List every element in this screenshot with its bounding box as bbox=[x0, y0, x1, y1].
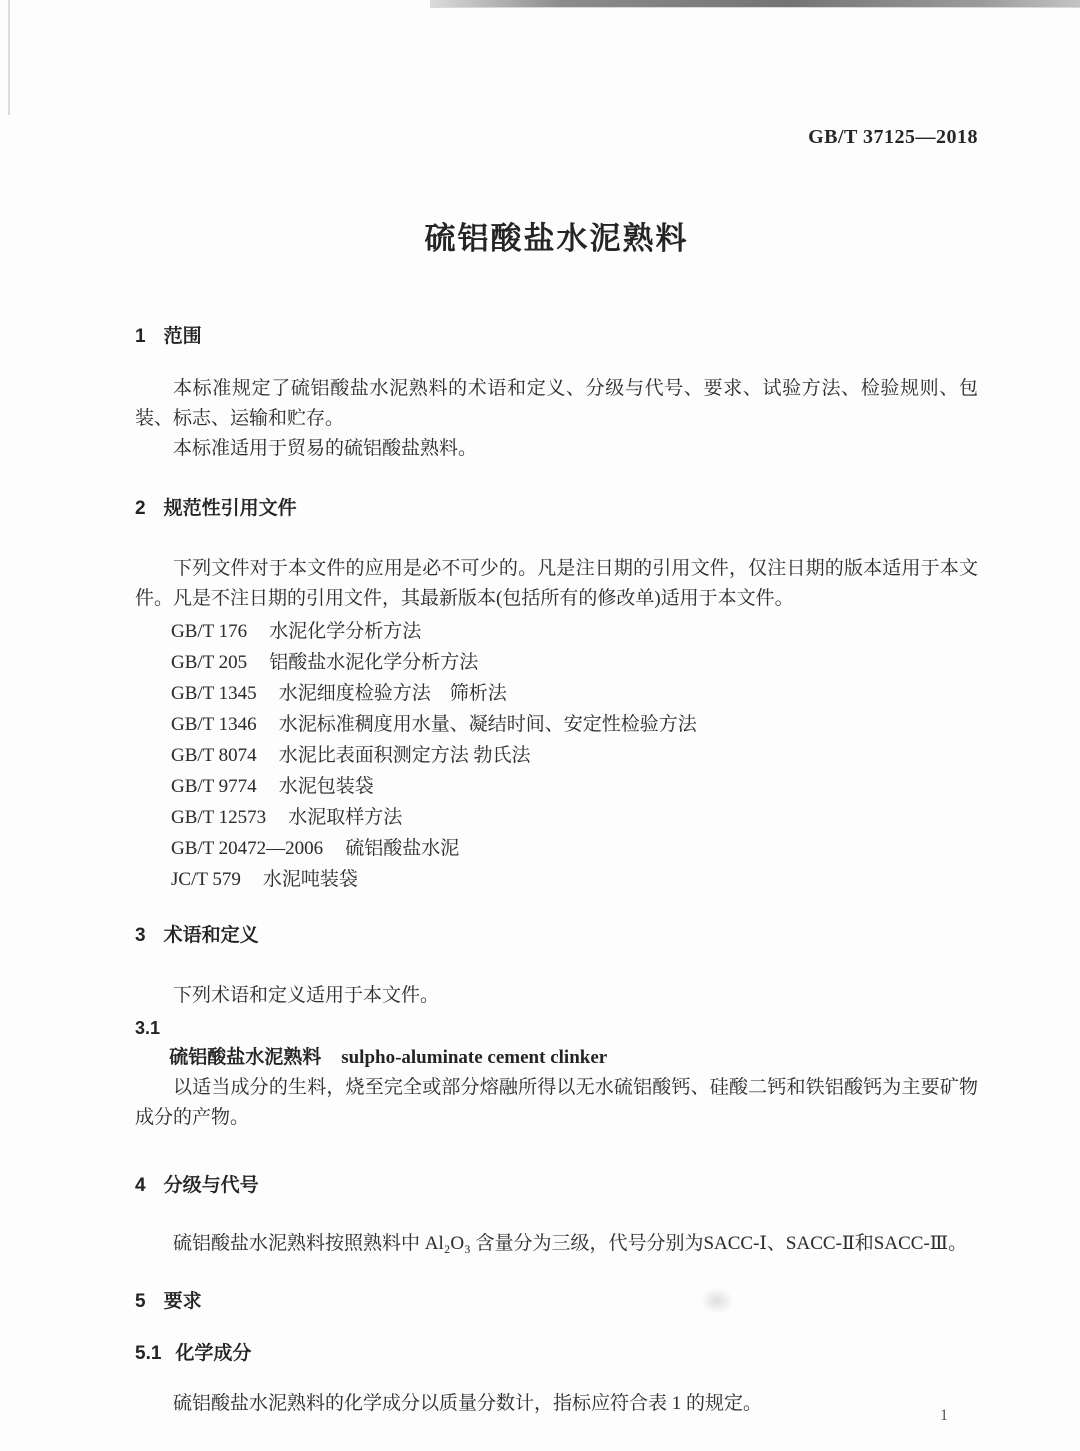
section-3-number: 3 bbox=[135, 925, 146, 946]
reference-item bbox=[135, 864, 978, 895]
section-2-intro: 下列文件对于本文件的应用是必不可少的。凡是注日期的引用文件，仅注日期的版本适用于本文件。凡是不注日期的引用文件，其最新版本(包括所有的修改单)适用于本文件。 bbox=[135, 558, 978, 609]
term-english: sulpho-aluminate cement clinker bbox=[341, 1047, 608, 1068]
section-5-heading bbox=[135, 1289, 978, 1315]
term-definition-heading bbox=[135, 1043, 978, 1073]
standard-number: GB/T 37125—2018 bbox=[808, 126, 978, 148]
section-1-title: 范围 bbox=[163, 326, 202, 347]
term-definition-text: 以适当成分的生料，烧至完全或部分熔融所得以无水硫铝酸钙、硅酸二钙和铁铝酸钙为主要矿物成分的产物。 bbox=[135, 1077, 978, 1128]
term-chinese: 硫铝酸盐水泥熟料 bbox=[169, 1047, 322, 1068]
reference-code: GB/T 8074 bbox=[171, 745, 257, 766]
section-4-heading bbox=[135, 1173, 978, 1199]
reference-title: 水泥取样方法 bbox=[288, 807, 403, 828]
term-number: 3.1 bbox=[135, 1018, 161, 1038]
reference-code: GB/T 205 bbox=[171, 652, 248, 673]
scan-artifact-left-edge bbox=[8, 0, 10, 115]
reference-item bbox=[135, 771, 978, 802]
reference-title: 水泥化学分析方法 bbox=[269, 621, 422, 642]
scan-artifact-top bbox=[430, 0, 1080, 8]
section-5-1-heading bbox=[135, 1341, 978, 1367]
page-number: 1 bbox=[940, 1407, 948, 1424]
section-4-number: 4 bbox=[135, 1175, 146, 1196]
reference-code: GB/T 20472—2006 bbox=[171, 838, 324, 859]
reference-code: GB/T 1346 bbox=[171, 714, 257, 735]
reference-title: 水泥标准稠度用水量、凝结时间、安定性检验方法 bbox=[278, 714, 697, 735]
reference-item bbox=[135, 678, 978, 709]
section-5-number: 5 bbox=[135, 1291, 146, 1312]
reference-code: GB/T 176 bbox=[171, 621, 248, 642]
reference-title: 水泥吨装袋 bbox=[262, 869, 358, 890]
reference-item bbox=[135, 833, 978, 864]
section-5-title: 要求 bbox=[163, 1291, 202, 1312]
reference-item bbox=[135, 709, 978, 740]
section-3-title: 术语和定义 bbox=[163, 925, 259, 946]
section-5-paragraph: 硫铝酸盐水泥熟料的化学成分以质量分数计，指标应符合表 1 的规定。 bbox=[173, 1393, 763, 1414]
section-1-paragraph-1: 本标准规定了硫铝酸盐水泥熟料的术语和定义、分级与代号、要求、试验方法、检验规则、包装、标志、运输和贮存。 bbox=[135, 378, 978, 429]
reference-title: 硫铝酸盐水泥 bbox=[345, 838, 460, 859]
reference-item bbox=[135, 740, 978, 771]
scan-artifact-smudge bbox=[700, 1288, 734, 1314]
document-title: 硫铝酸盐水泥熟料 bbox=[424, 221, 689, 256]
section-5-1-title: 化学成分 bbox=[175, 1343, 252, 1364]
reference-item bbox=[135, 647, 978, 678]
section-4-title: 分级与代号 bbox=[163, 1175, 259, 1196]
section-3-intro: 下列术语和定义适用于本文件。 bbox=[173, 985, 440, 1006]
section-2-title: 规范性引用文件 bbox=[163, 498, 297, 519]
section-4-paragraph: 硫铝酸盐水泥熟料按照熟料中 Al₂O₃ 含量分为三级，代号分别为SACC-Ⅰ、SACC-Ⅱ和SACC-Ⅲ。 bbox=[173, 1233, 968, 1254]
reference-code: GB/T 1345 bbox=[171, 683, 257, 704]
reference-title: 水泥细度检验方法 筛析法 bbox=[278, 683, 507, 704]
reference-code: GB/T 12573 bbox=[171, 807, 267, 828]
section-2-number: 2 bbox=[135, 498, 146, 519]
normative-references-list bbox=[135, 616, 978, 895]
section-1-paragraph-2: 本标准适用于贸易的硫铝酸盐熟料。 bbox=[173, 438, 478, 459]
section-3-heading bbox=[135, 923, 978, 949]
reference-code: JC/T 579 bbox=[171, 869, 241, 890]
section-1-number: 1 bbox=[135, 326, 146, 347]
reference-item bbox=[135, 616, 978, 647]
section-5-1-number: 5.1 bbox=[135, 1343, 162, 1364]
reference-item bbox=[135, 802, 978, 833]
section-2-heading bbox=[135, 496, 978, 522]
reference-title: 水泥包装袋 bbox=[278, 776, 374, 797]
reference-title: 铝酸盐水泥化学分析方法 bbox=[269, 652, 479, 673]
reference-title: 水泥比表面积测定方法 勃氏法 bbox=[278, 745, 531, 766]
reference-code: GB/T 9774 bbox=[171, 776, 257, 797]
section-1-heading bbox=[135, 324, 978, 350]
